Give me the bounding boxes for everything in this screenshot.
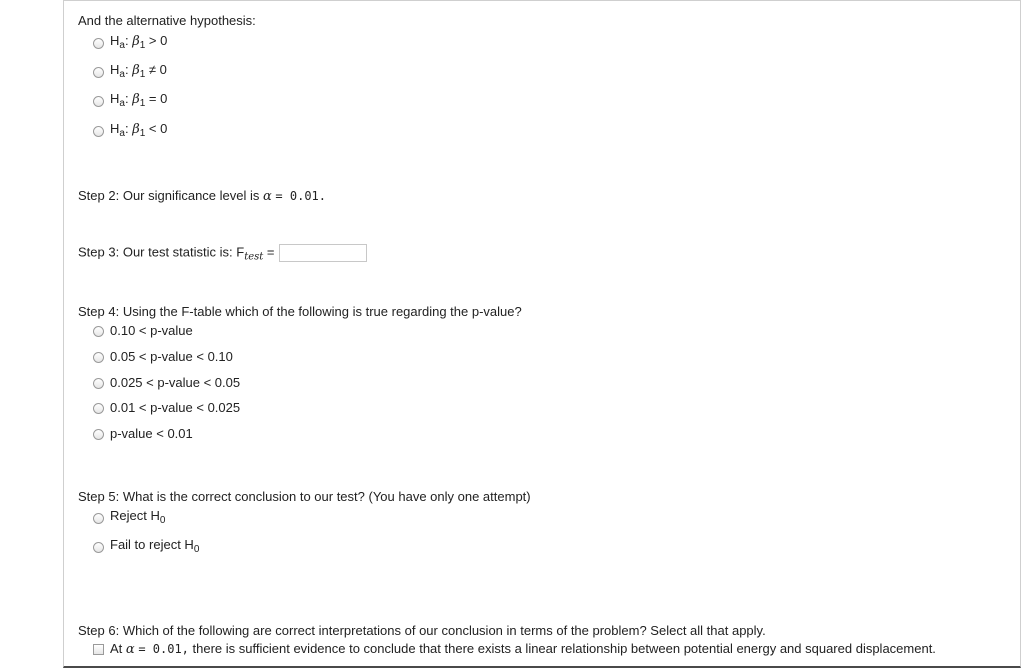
radio-button[interactable] [93,326,104,337]
alt-hypothesis-option-not-equal[interactable] [93,62,167,83]
alt-hypothesis-option-less[interactable] [93,121,167,142]
interpretation-option-1[interactable] [93,641,936,658]
pvalue-option-4[interactable] [93,400,240,416]
alt-hypothesis-heading: And the alternative hypothesis: [78,13,256,28]
radio-button[interactable] [93,429,104,440]
step4-question: Step 4: Using the F-table which of the following is true regarding the p-value? [78,304,522,319]
test-statistic-input[interactable] [279,244,367,262]
radio-button[interactable] [93,542,104,553]
pvalue-option-1[interactable] [93,323,193,339]
step2-text: Step 2: Our significance level is α = 0.01. [78,188,326,204]
option-label: Fail to reject $H_0$ [110,537,200,555]
option-label: 0.05 < p-value < 0.10 [110,349,233,364]
alt-hypothesis-option-greater[interactable] [93,33,167,54]
checkbox[interactable] [93,644,104,655]
pvalue-option-5[interactable] [93,426,193,442]
option-label: At α = 0.01, there is sufficient evidence to conclude that there exists a linear relationship between potential energy and squared displacement. [110,641,936,657]
alt-hypothesis-option-equal[interactable] [93,91,167,112]
option-label: 0.10 < p-value [110,323,193,338]
pvalue-option-2[interactable] [93,349,233,365]
radio-button[interactable] [93,513,104,524]
radio-button[interactable] [93,378,104,389]
option-label: 0.025 < p-value < 0.05 [110,375,241,390]
option-label: 0.01 < p-value < 0.025 [110,400,241,415]
radio-button[interactable] [93,38,104,49]
option-label: p-value < 0.01 [110,426,193,441]
conclusion-option-fail-to-reject[interactable] [93,537,199,558]
question-panel [63,0,1021,668]
step6-question: Step 6: Which of the following are correct interpretations of our conclusion in terms of the problem? Select all that apply. [78,623,766,638]
conclusion-option-reject[interactable] [93,508,165,529]
pvalue-option-3[interactable] [93,375,240,391]
radio-button[interactable] [93,403,104,414]
option-label: $H_a$: $\beta_1 > 0$ [110,33,168,51]
option-label: $H_a$: $\beta_1 \ne 0$ [110,62,167,80]
radio-button[interactable] [93,96,104,107]
option-label: $H_a$: $\beta_1 = 0$ [110,91,168,109]
radio-button[interactable] [93,67,104,78]
radio-button[interactable] [93,126,104,137]
step3-text: Step 3: Our test statistic is: $F_{test}$ = [78,244,367,265]
option-label: Reject $H_0$ [110,508,166,526]
option-label: $H_a$: $\beta_1 < 0$ [110,121,168,139]
radio-button[interactable] [93,352,104,363]
step5-question: Step 5: What is the correct conclusion to our test? (You have only one attempt) [78,489,531,504]
